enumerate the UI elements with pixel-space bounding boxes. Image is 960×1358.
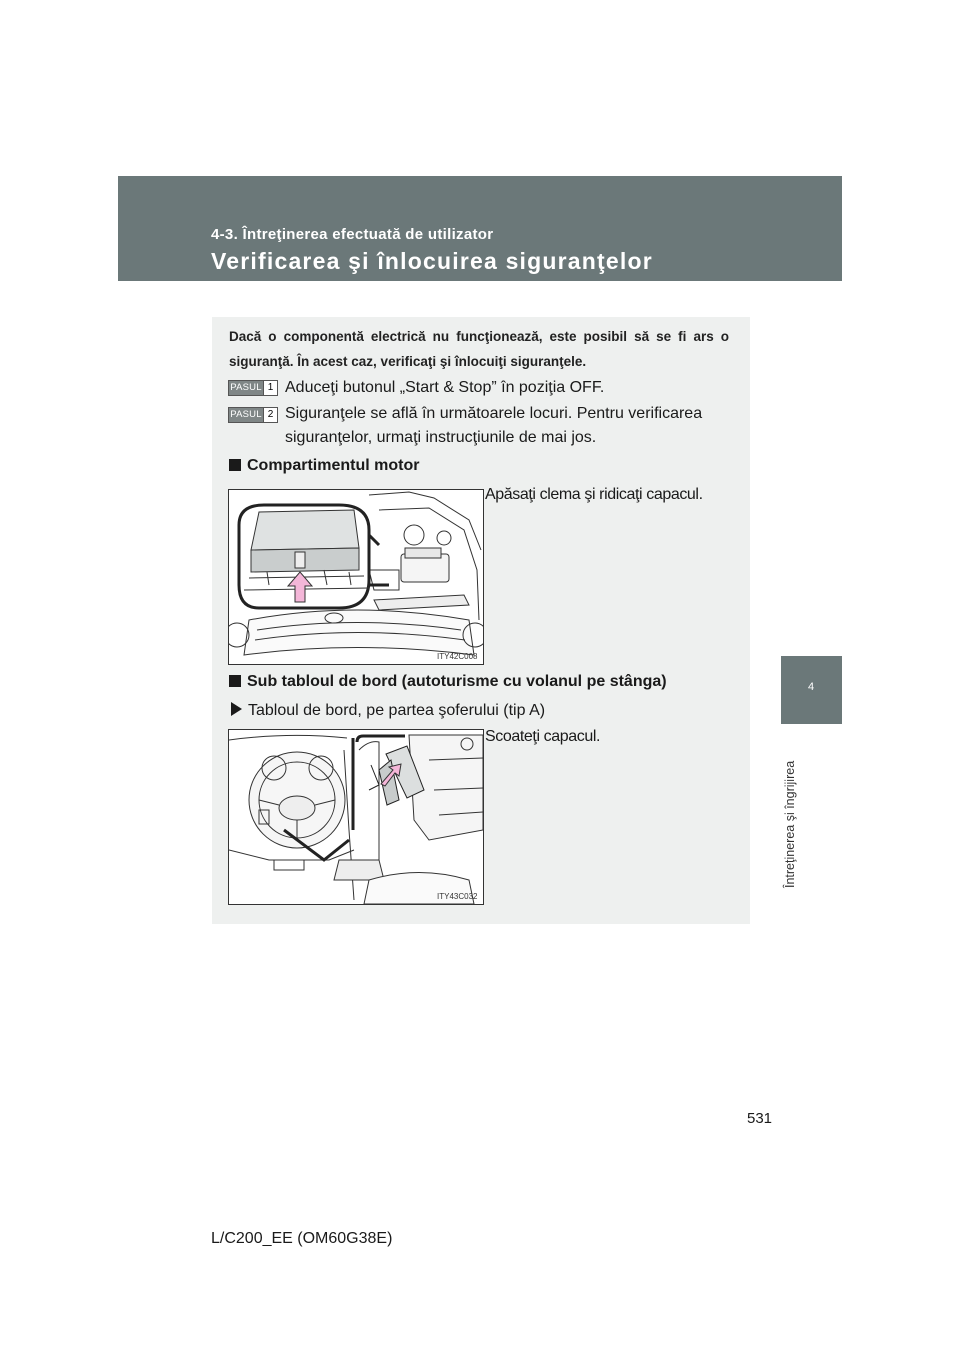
step-1-badge [228, 380, 278, 396]
manual-code: L/C200_EE (OM60G38E) [211, 1230, 393, 1247]
step-2-badge [228, 407, 278, 423]
page-number: 531 [747, 1110, 773, 1127]
chapter-number: 4 [807, 681, 815, 693]
chapter-side-title [783, 728, 803, 888]
figure-code: ITY42C008 [437, 652, 478, 661]
step-badge-word: PASUL [230, 382, 262, 393]
page-title: Verificarea şi înlocuirea siguranţelor [211, 248, 653, 274]
triangle-bullet-icon [231, 702, 242, 716]
dashboard-caption: Scoateţi capacul. [485, 728, 601, 745]
dashboard-illustration [229, 730, 483, 904]
step-2-text: Siguranţele se află în următoarele locuri. Pentru verificarea siguranţelor, urmaţi instrucţiunile de mai jos. [285, 405, 703, 446]
engine-illustration [229, 490, 483, 664]
sub-bullet [231, 702, 545, 720]
section-heading-engine [229, 457, 419, 475]
dashboard-figure [228, 729, 484, 905]
engine-compartment-figure [228, 489, 484, 665]
step-1-text: Aduceţi butonul „Start & Stop” în poziţia OFF. [285, 379, 605, 396]
section-heading-text: Sub tabloul de bord (autoturisme cu volanul pe stânga) [247, 673, 667, 690]
square-bullet-icon [229, 459, 241, 471]
figure-code: ITY43C032 [437, 892, 478, 901]
square-bullet-icon [229, 675, 241, 687]
section-heading-text: Compartimentul motor [247, 457, 420, 474]
intro-paragraph: Dacă o componentă electrică nu funcţionează, este posibil să se fi ars o siguranţă. În acest caz, verificaţi şi înlocuiţi siguranţele. [229, 329, 729, 369]
step-badge-number: 1 [263, 381, 277, 395]
section-heading-dashboard [229, 673, 667, 691]
chapter-title-text: Întreţinerea şi îngrijirea [783, 760, 797, 888]
section-label: 4-3. Întreţinerea efectuată de utilizator [211, 226, 494, 243]
sub-bullet-text: Tabloul de bord, pe partea şoferului (tip A) [248, 702, 546, 719]
engine-caption: Apăsaţi clema şi ridicaţi capacul. [485, 486, 703, 503]
step-badge-word: PASUL [230, 409, 262, 420]
step-badge-number: 2 [263, 408, 277, 422]
